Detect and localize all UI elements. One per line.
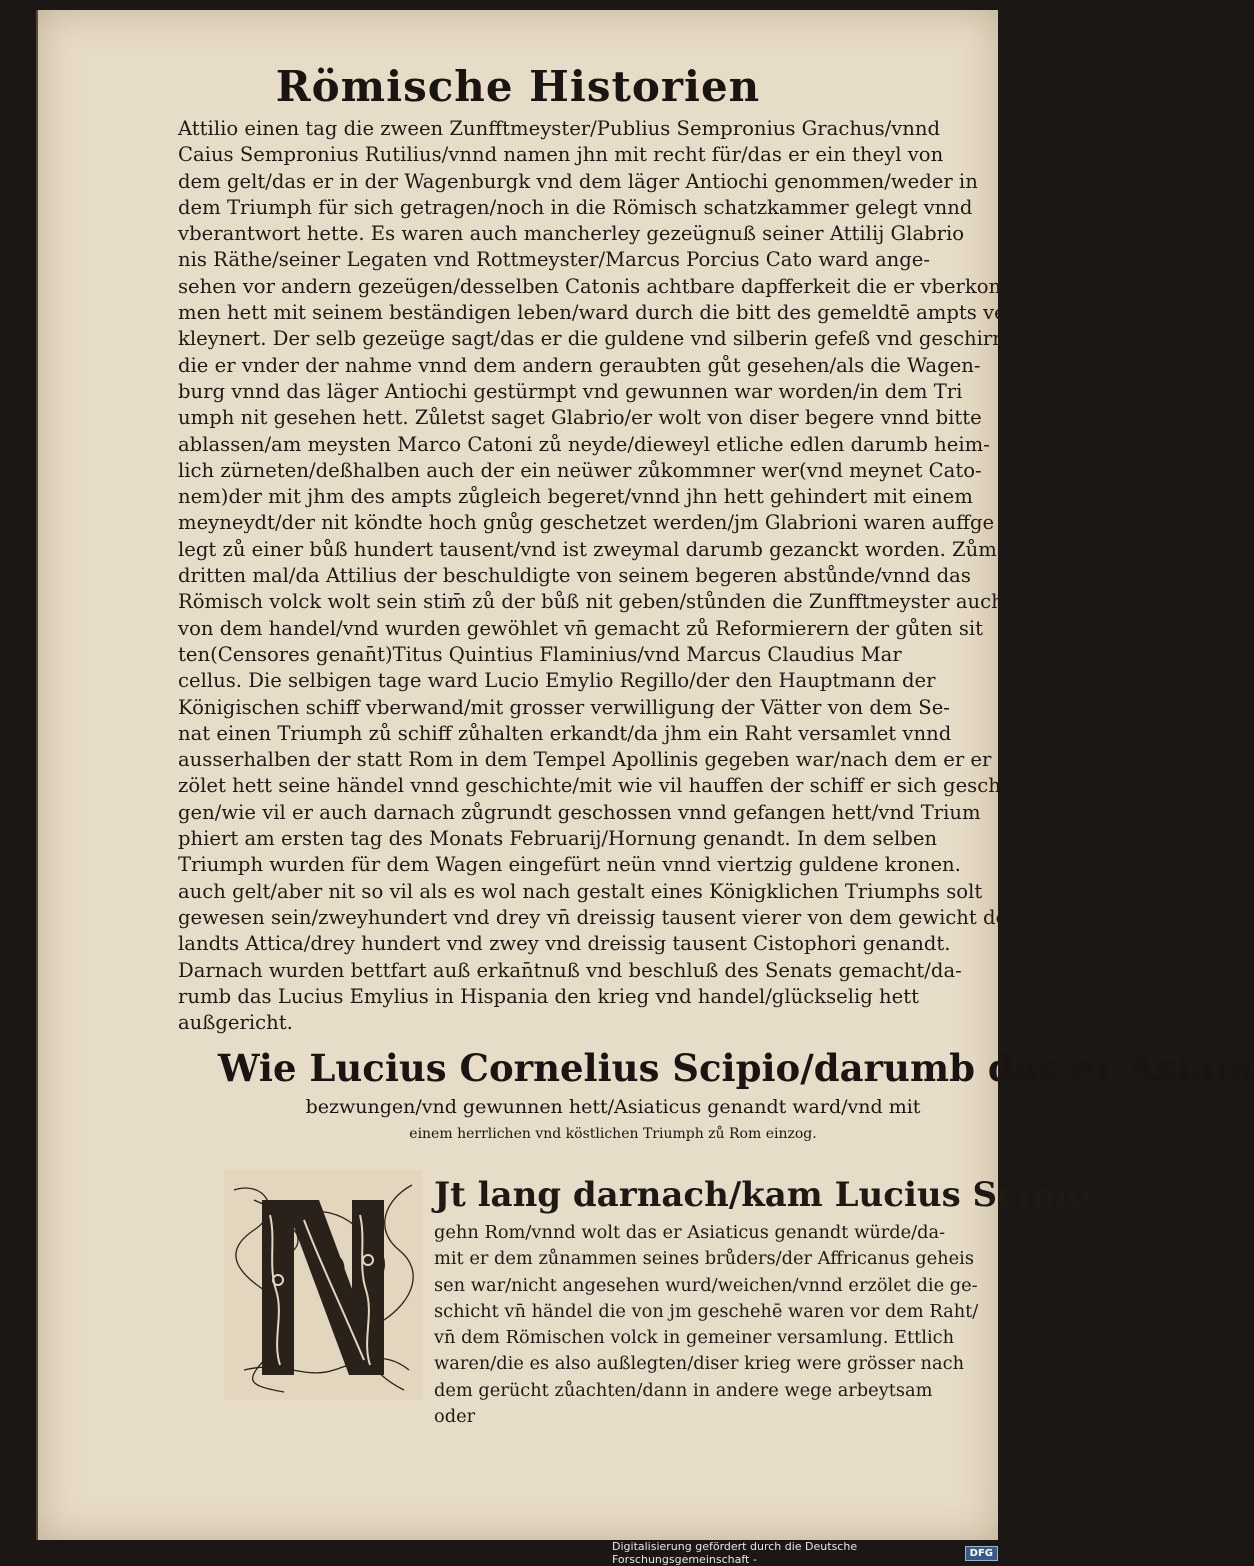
funding-credit: Digitalisierung gefördert durch die Deutsche Forschungsgemeinschaft -: [612, 1540, 858, 1566]
text-line: men hett mit seinem beständigen leben/ward durch die bitt des gemeldtē ampts ver: [178, 301, 1016, 325]
text-line: nis Räthe/seiner Legaten vnd Rottmeyster/Marcus Porcius Cato ward ange-: [178, 248, 931, 272]
text-line: dritten mal/da Attilius der beschuldigte von seinem begeren abstůnde/vnnd das: [178, 564, 971, 588]
book-page: [36, 10, 1254, 1540]
text-line: rumb das Lucius Emylius in Hispania den krieg vnd handel/glückselig hett: [178, 984, 919, 1008]
text-line: lich zürneten/deßhalben auch der ein neüwer zůkommner wer(vnd meynet Cato-: [178, 458, 982, 482]
chapter-heading: [218, 1044, 1254, 1146]
text-line: außgericht.: [178, 1011, 293, 1035]
paragraph-opening-line: Jt lang darnach/kam Lucius Scipio: [434, 1175, 1091, 1215]
text-line: nem)der mit jhm des ampts zůgleich begeret/vnnd jhn hett gehindert mit einem: [178, 485, 973, 509]
text-line: mit er dem zůnammen seines brůders/der Affricanus geheis: [434, 1248, 974, 1270]
text-line: ablassen/am meysten Marco Catoni zů neyde/dieweyl etliche edlen darumb heim-: [178, 432, 990, 456]
text-line: die er vnder der nahme vnnd dem andern geraubten gůt gesehen/als die Wagen-: [178, 353, 981, 377]
text-line: Darnach wurden bettfart auß erkan̄tnuß vnd beschluß des Senats gemacht/da-: [178, 958, 962, 982]
text-line: vn̄ dem Römischen volck in gemeiner versamlung. Ettlich: [434, 1327, 955, 1349]
text-line: zölet hett seine händel vnnd geschichte/mit wie vil hauffen der schiff er sich geschla-: [178, 774, 1026, 798]
text-line: sehen vor andern gezeügen/desselben Catonis achtbare dapfferkeit die er vberkom: [178, 274, 1008, 298]
text-line: landts Attica/drey hundert vnd zwey vnd dreissig tausent Cistophori genandt.: [178, 932, 951, 956]
text-line: gen/wie vil er auch darnach zůgrundt geschossen vnnd gefangen hett/vnd Trium: [178, 800, 981, 824]
text-line: Attilio einen tag die zween Zunfftmeyster/Publius Sempronius Grachus/vnnd: [178, 117, 941, 140]
text-line: von dem handel/vnd wurden gewöhlet vn̄ gemacht zů Reformierern der gůten sit: [178, 616, 984, 640]
text-line: Königischen schiff vberwand/mit grosser verwilligung der Vätter von dem Se-: [178, 695, 950, 719]
digitization-footer: [612, 1540, 998, 1566]
text-line: vberantwort hette. Es waren auch mancherley gezeügnuß seiner Attilij Glabrio: [178, 222, 965, 246]
text-line: Caius Sempronius Rutilius/vnnd namen jhn mit recht für/das er ein theyl von: [178, 143, 944, 167]
text-line: schicht vn̄ händel die von jm geschehē waren vor dem Raht/: [434, 1300, 979, 1322]
text-line: nat einen Triumph zů schiff zůhalten erkandt/da jhm ein Raht versamlet vnnd: [178, 721, 952, 745]
text-line: dem Triumph für sich getragen/noch in die Römisch schatzkammer gelegt vnnd: [178, 195, 973, 219]
decorated-initial-n: [224, 1170, 422, 1400]
text-line: Römisch volck wolt sein stim̄ zů der bůß nit geben/stůnden die Zunfftmeyster auch: [178, 590, 1004, 614]
chapter-heading-line-2: bezwungen/vnd gewunnen hett/Asiaticus genandt ward/vnd mit: [305, 1096, 921, 1118]
chapter-heading-line-3: einem herrlichen vnd köstlichen Triumph zů Rom einzog.: [409, 1126, 817, 1142]
text-line: dem gelt/das er in der Wagenburgk vnd dem läger Antiochi genommen/weder in: [178, 169, 978, 193]
text-line: legt zů einer bůß hundert tausent/vnd ist zweymal darumb gezanckt worden. Zům: [178, 537, 997, 561]
main-text-paragraph: [178, 116, 1026, 1036]
text-line: cellus. Die selbigen tage ward Lucio Emylio Regillo/der den Hauptmann der: [178, 669, 936, 693]
text-line: auch gelt/aber nit so vil als es wol nach gestalt eines Königklichen Triumphs solt: [178, 879, 983, 903]
text-line: waren/die es also außlegten/diser krieg were grösser nach: [434, 1353, 965, 1375]
text-line: sen war/nicht angesehen wurd/weichen/vnnd erzölet die ge-: [434, 1274, 978, 1296]
chapter-heading-line-1: Wie Lucius Cornelius Scipio/darumb das er Asiam: [218, 1046, 1254, 1090]
text-line: gehn Rom/vnnd wolt das er Asiaticus genandt würde/da-: [434, 1222, 946, 1243]
second-paragraph: [434, 1170, 1091, 1430]
text-line: Triumph wurden für dem Wagen eingefürt neün vnnd viertzig guldene kronen.: [178, 853, 961, 877]
text-line: kleynert. Der selb gezeüge sagt/das er die guldene vnd silberin gefeß vnd geschirr/: [178, 327, 1009, 351]
text-line: ausserhalben der statt Rom in dem Tempel Apollinis gegeben war/nach dem er er: [178, 748, 992, 772]
text-line: gewesen sein/zweyhundert vnd drey vn̄ dreissig tausent vierer von dem gewicht des: [178, 905, 1018, 929]
text-line: dem gerücht zůachten/dann in andere wege arbeytsam: [434, 1379, 933, 1401]
text-line: ten(Censores genan̄t)Titus Quintius Flaminius/vnd Marcus Claudius Mar: [178, 642, 902, 666]
text-line: umph nit gesehen hett. Zůletst saget Glabrio/er wolt von diser begere vnnd bitte: [178, 406, 982, 430]
running-header: Römische Historien: [275, 62, 761, 111]
text-line: oder: [434, 1406, 476, 1428]
text-line: meyneydt/der nit köndte hoch gnůg geschetzet werden/jm Glabrioni waren auffge: [178, 511, 995, 535]
text-line: phiert am ersten tag des Monats Februarij/Hornung genandt. In dem selben: [178, 827, 938, 851]
text-line: burg vnnd das läger Antiochi gestürmpt vnd gewunnen war worden/in dem Tri: [178, 379, 963, 403]
dfg-logo: DFG: [965, 1546, 998, 1561]
